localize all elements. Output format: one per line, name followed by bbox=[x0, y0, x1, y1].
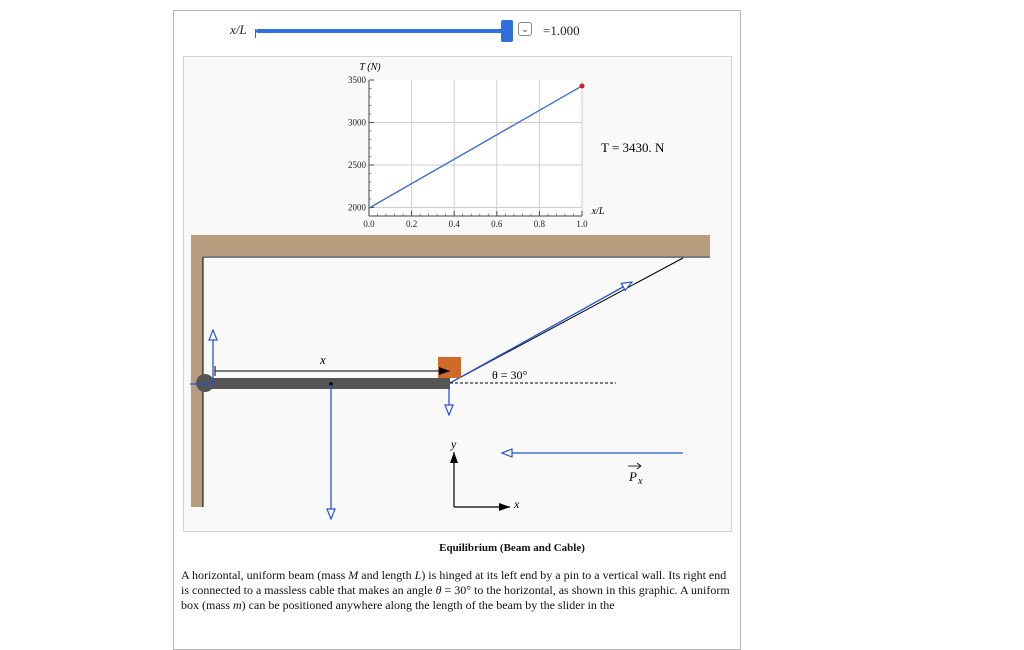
x-tick-label: 0.4 bbox=[448, 219, 460, 229]
tension-chart bbox=[348, 62, 605, 229]
y-tick-label: 2500 bbox=[348, 160, 366, 170]
position-label: x bbox=[320, 352, 326, 367]
caption-text: A horizontal, uniform beam (mass M and length L) is hinged at its left end by a pin to a vertical wall. Its right end is connected to a massless cable that makes an angle θ = 30° to the horizontal, as shown in this graphic. A uniform box (mass m) can be positioned anywhere along the length of the beam by the slider in the bbox=[181, 568, 730, 612]
ceiling bbox=[191, 235, 710, 256]
y-tick-label: 3000 bbox=[348, 117, 366, 128]
beam bbox=[205, 378, 450, 389]
wall bbox=[191, 235, 203, 507]
x-tick-label: 0.0 bbox=[363, 219, 375, 229]
chevron-down-icon[interactable]: ⌄ bbox=[518, 22, 532, 36]
tension-readout: T = 3430. N bbox=[601, 140, 665, 155]
slider-label: x/L bbox=[230, 22, 247, 37]
theta-label: θ = 30° bbox=[492, 368, 528, 382]
x-axis-label: x/L bbox=[591, 206, 605, 217]
current-value-marker bbox=[580, 83, 585, 88]
px-subscript: x bbox=[638, 476, 643, 487]
coord-y-label: y bbox=[451, 437, 457, 451]
box bbox=[438, 357, 461, 378]
x-tick-label: 0.8 bbox=[533, 219, 546, 229]
y-axis-label: T (N) bbox=[359, 62, 381, 73]
plot-area bbox=[369, 80, 582, 216]
x-tick-label: 1.0 bbox=[576, 219, 588, 229]
caption-title: Equilibrium (Beam and Cable) bbox=[439, 542, 585, 554]
y-tick-label: 3500 bbox=[348, 75, 366, 85]
coord-x-label: x bbox=[514, 497, 520, 511]
x-tick-label: 0.2 bbox=[405, 219, 418, 229]
y-tick-label: 2000 bbox=[348, 202, 366, 213]
px-label: P bbox=[629, 469, 637, 484]
slider-value: =1.000 bbox=[543, 23, 580, 38]
x-tick-label: 0.6 bbox=[491, 219, 503, 229]
tension-force-arrow bbox=[450, 282, 632, 383]
